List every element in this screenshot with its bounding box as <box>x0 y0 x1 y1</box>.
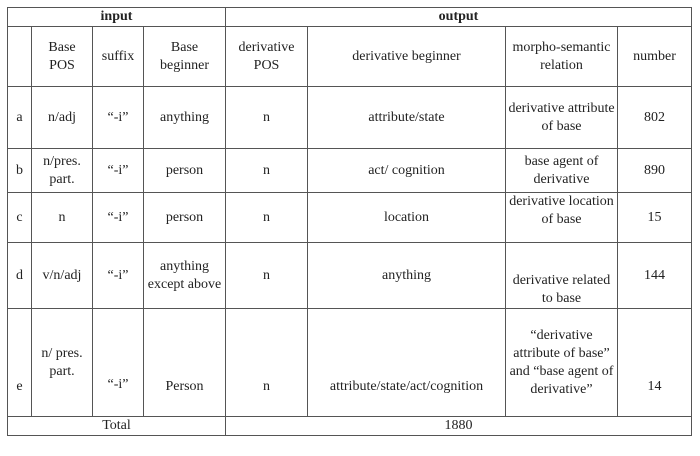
base-beginner-header: Base beginner <box>144 27 226 87</box>
column-header-row <box>8 27 692 87</box>
table-row <box>8 193 692 243</box>
relation-cell: derivative location of base <box>506 193 618 243</box>
derivative-pos-header: derivative POS <box>226 27 308 87</box>
base-pos-cell: n <box>32 193 93 243</box>
table-row <box>8 309 692 417</box>
base-beginner-cell: person <box>144 193 226 243</box>
row-label: a <box>8 87 32 149</box>
derivative-beginner-header: derivative beginner <box>308 27 506 87</box>
base-pos-cell: n/adj <box>32 87 93 149</box>
number-cell: 144 <box>618 243 692 309</box>
derivative-pos-cell: n <box>226 193 308 243</box>
suffix-cell: “-i” <box>93 87 144 149</box>
derivative-beginner-cell: attribute/state <box>308 87 506 149</box>
table-row <box>8 243 692 309</box>
derivative-pos-cell: n <box>226 149 308 193</box>
number-header: number <box>618 27 692 87</box>
group-header-row <box>8 8 692 27</box>
base-pos-header: Base POS <box>32 27 93 87</box>
base-pos-cell: n/ pres. part. <box>32 309 93 417</box>
suffix-cell: “-i” <box>93 193 144 243</box>
base-beginner-cell: person <box>144 149 226 193</box>
base-beginner-cell: anything except above <box>144 243 226 309</box>
number-cell: 802 <box>618 87 692 149</box>
base-pos-cell: v/n/adj <box>32 243 93 309</box>
derivative-pos-cell: n <box>226 87 308 149</box>
derivative-beginner-cell: attribute/state/act/cognition <box>308 309 506 417</box>
derivative-pos-cell: n <box>226 309 308 417</box>
table-row <box>8 149 692 193</box>
derivative-pos-cell: n <box>226 243 308 309</box>
relation-cell: base agent of derivative <box>506 149 618 193</box>
relation-header: morpho-semantic relation <box>506 27 618 87</box>
input-group-header: input <box>8 8 226 27</box>
base-beginner-cell: Person <box>144 309 226 417</box>
total-label: Total <box>8 417 226 436</box>
suffix-cell: “-i” <box>93 149 144 193</box>
number-cell: 890 <box>618 149 692 193</box>
suffix-cell: “-i” <box>93 243 144 309</box>
relation-cell: “derivative attribute of base” and “base agent of derivative” <box>506 309 618 417</box>
output-group-header: output <box>226 8 692 27</box>
total-value: 1880 <box>226 417 692 436</box>
morphology-table <box>7 7 692 436</box>
table-row <box>8 87 692 149</box>
relation-cell: derivative attribute of base <box>506 87 618 149</box>
row-label: c <box>8 193 32 243</box>
row-label: d <box>8 243 32 309</box>
relation-cell: derivative related to base <box>506 243 618 309</box>
base-pos-cell: n/pres. part. <box>32 149 93 193</box>
suffix-header: suffix <box>93 27 144 87</box>
row-label-header <box>8 27 32 87</box>
number-cell: 15 <box>618 193 692 243</box>
number-cell: 14 <box>618 309 692 417</box>
derivative-beginner-cell: act/ cognition <box>308 149 506 193</box>
base-beginner-cell: anything <box>144 87 226 149</box>
total-row <box>8 417 692 436</box>
suffix-cell: “-i” <box>93 309 144 417</box>
row-label: e <box>8 309 32 417</box>
derivative-beginner-cell: anything <box>308 243 506 309</box>
derivative-beginner-cell: location <box>308 193 506 243</box>
row-label: b <box>8 149 32 193</box>
